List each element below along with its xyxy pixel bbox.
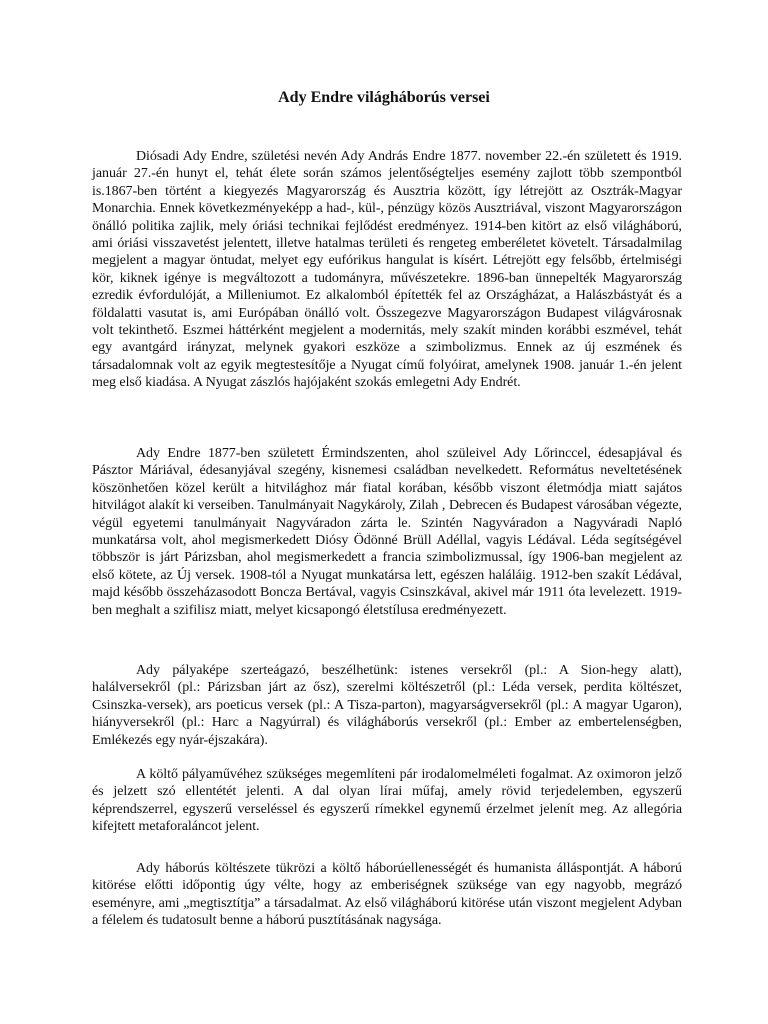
paragraph-biography: Ady Endre 1877-ben született Érmindszenten, ahol szüleivel Ady Lőrinccel, édesapjával és Pásztor Máriával, édesanyjával szegény, kisnemesi családban nevelkedett. Református neveltetésének köszönhetően közel került a hitvilághoz már fiatal korában, később viszont életmódja miatt sajátos hitvilágot alakít ki verseiben. Tanulmányait Nagykároly, Zilah , Debrecen és Budapest városában végezte, végül egyetemi tanulmányait Nagyváradon zárta le. Szintén Nagyváradon a Nagyváradi Napló munkatársa volt, ahol megismerkedett Diósy Ödönné Brüll Adéllal, vagyis Lédával. Léda segítségével többször is járt Párizsban, ahol megismerkedett a francia szimbolizmussal, így 1906-ban megjelent az első kötete, az Új versek. 1908-tól a Nyugat munkatársa lett, egészen haláláig. 1912-ben szakít Lédával, majd később összeházasodott Boncza Bertával, vagyis Csinszkával, akivel már 1911 óta levelezett. 1919-ben meghalt a szifilisz miatt, melyet kicsapongó életstílusa eredményezett. [92,446,682,618]
paragraph-literary-terms: A költő pályaművéhez szükséges megemlíteni pár irodalomelméleti fogalmat. Az oximoron jelző és jelzett szó ellentétét jelenti. A dal olyan lírai műfaj, amely rövid terjedelemben, egyszerű képrendszerrel, egyszerű verseléssel és egyszerű rímekkel egynemű érzelmet jelenít meg. Az allegória kifejtett metaforaláncot jelent. [92,767,682,835]
document-title: Ady Endre világháborús versei [278,89,490,106]
paragraph-war-poetry: Ady háborús költészete tükrözi a költő háborúellenességét és humanista álláspontját. A háború kitörése előtti időpontig úgy vélte, hogy az emberiségnek szüksége van egy nagyobb, megrázó eseményre, ami „megtisztítja” a társadalmat. Az első világháború kitörése után viszont megjelent Adyban a félelem és tudatosult benne a háború pusztításának nagysága. [92,861,682,929]
paragraph-career: Ady pályaképe szerteágazó, beszélhetünk: istenes versekről (pl.: A Sion-hegy alatt), halálversekről (pl.: Párizsban járt az ősz), szerelmi költészetről (pl.: Léda versek, perdita költészet, Csinszka-versek), ars poeticus versek (pl.: A Tisza-parton), magyarságversekről (pl.: A magyar Ugaron), hiányversekről (pl.: Harc a Nagyúrral) és világháborús versekről (pl.: Ember az embertelenségben, Emlékezés egy nyár-éjszakára). [92,663,682,748]
paragraph-intro: Diósadi Ady Endre, születési nevén Ady András Endre 1877. november 22.-én született és 1919. január 27.-én hunyt el, tehát élete során számos jelentőségteljes esemény zajlott több szempontból is.1867-ben történt a kiegyezés Magyarország és Ausztria között, így létrejött az Osztrák-Magyar Monarchia. Ennek következményeképp a had-, kül-, pénzügy közös Ausztriával, viszont Magyarországon önálló politika zajlik, mely óriási technikai fejlődést eredményez. 1914-ben kitört az első világháború, ami óriási visszavetést jelentett, illetve hatalmas területi és rengeteg emberéletet követelt. Társadalmilag megjelent a magyar öntudat, melyet egy eufórikus hangulat is kísért. Létrejött egy felsőbb, értelmiségi kör, kiknek igénye is megváltozott a tudományra, művészetekre. 1896-ban ünnepelték Magyarország ezredik évfordulóját, a Milleniumot. Ez alkalomból építették fel az Országházat, a Halászbástyát és a földalatti vasutat is, ami Európában önálló volt. Összegezve Magyarországon Budapest világvárosnak volt tekinthető. Eszmei háttérként megjelent a modernitás, mely szakít minden korábbi eszmével, tehát egy avantgárd irányzat, melynek gyakori eszköze a szimbolizmus. Ennek az új eszmének és társadalomnak volt az egyik megtestesítője a Nyugat című folyóirat, amelynek 1908. január 1.-én jelent meg első kiadása. A Nyugat zászlós hajójaként szokás emlegetni Ady Endrét. [92,149,682,391]
